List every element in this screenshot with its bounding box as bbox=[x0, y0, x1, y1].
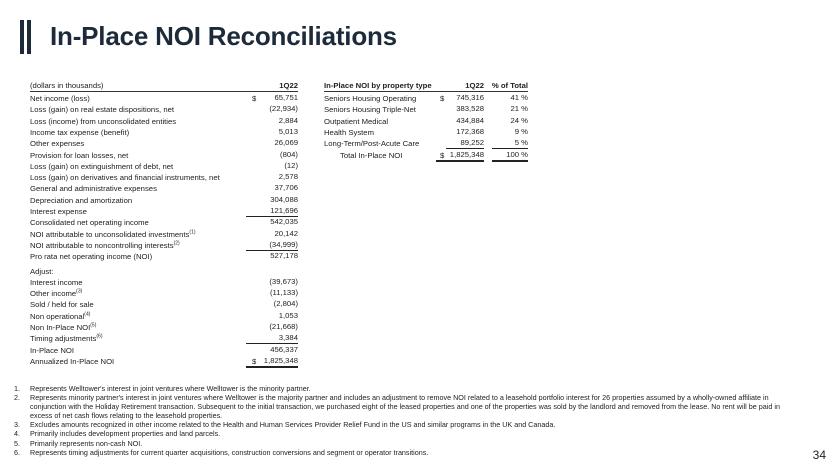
row-value: 1,825,348 bbox=[246, 356, 298, 368]
row-value: 65,751 bbox=[274, 93, 298, 102]
table-header-row bbox=[324, 80, 528, 91]
row-value: 434,884 bbox=[456, 115, 484, 125]
row-label-text: Pro rata net operating income (NOI) bbox=[30, 252, 153, 262]
footnote-item bbox=[14, 439, 784, 448]
header-label: (dollars in thousands) bbox=[30, 81, 104, 90]
footnote-item bbox=[14, 384, 784, 393]
row-label-text: Timing adjustments bbox=[30, 334, 97, 344]
row-label bbox=[30, 345, 74, 356]
currency-symbol: $ bbox=[252, 94, 257, 103]
footnote-number: 6. bbox=[14, 447, 20, 457]
row-label bbox=[30, 322, 96, 333]
row-label-text: Loss (gain) on extinguishment of debt, net bbox=[30, 161, 174, 171]
table-row bbox=[30, 345, 298, 356]
footnote-ref: (2) bbox=[173, 240, 180, 247]
row-label bbox=[30, 356, 114, 367]
table-row bbox=[30, 229, 298, 240]
row-value: (2,804) bbox=[273, 299, 298, 309]
row-value: 89,252 bbox=[446, 138, 484, 149]
table-row bbox=[30, 93, 298, 104]
row-value: 121,696 bbox=[246, 206, 298, 217]
table-row bbox=[30, 251, 298, 262]
footnote-item bbox=[14, 429, 784, 438]
row-label bbox=[30, 288, 82, 299]
row-label-text: NOI attributable to unconsolidated investments bbox=[30, 229, 190, 239]
row-value: 3,384 bbox=[246, 333, 298, 344]
footnote-text: Primarily represents non-cash NOI. bbox=[30, 438, 143, 448]
row-label: Total In-Place NOI bbox=[340, 150, 403, 160]
row-value: 383,528 bbox=[456, 104, 484, 114]
row-label bbox=[30, 251, 152, 262]
table-row bbox=[30, 217, 298, 228]
row-label bbox=[30, 240, 180, 251]
row-label bbox=[30, 299, 94, 310]
row-percent: 100 % bbox=[492, 150, 528, 162]
table-row bbox=[30, 299, 298, 310]
row-label bbox=[30, 104, 174, 115]
footnote-text: Represents Welltower's interest in joint ventures where Welltower is the minority partner. bbox=[30, 384, 311, 393]
table-row bbox=[30, 195, 298, 206]
row-label-text: Interest expense bbox=[30, 207, 87, 216]
row-value: (21,668) bbox=[269, 322, 298, 331]
table-row bbox=[30, 322, 298, 333]
row-label-text: Loss (income) from unconsolidated entities bbox=[30, 116, 177, 126]
table-row bbox=[30, 356, 298, 367]
row-percent: 21 % bbox=[510, 104, 528, 114]
row-label bbox=[30, 195, 132, 206]
row-label-text: Non In-Place NOI bbox=[30, 323, 91, 332]
currency-symbol: $ bbox=[440, 150, 445, 160]
table-row bbox=[324, 127, 528, 138]
footnote-ref: (5) bbox=[90, 322, 97, 329]
table-row bbox=[30, 266, 298, 277]
row-value: 527,178 bbox=[270, 251, 298, 261]
row-value: (22,934) bbox=[269, 104, 298, 114]
row-label bbox=[30, 138, 84, 149]
row-label-text: In-Place NOI bbox=[30, 345, 75, 355]
table-row bbox=[30, 127, 298, 138]
row-value: 456,337 bbox=[270, 344, 298, 354]
table-row bbox=[30, 288, 298, 299]
row-label bbox=[30, 172, 220, 183]
row-percent: 41 % bbox=[510, 93, 528, 102]
table-row bbox=[30, 150, 298, 161]
logo-bar-left bbox=[20, 20, 24, 54]
table-row bbox=[30, 104, 298, 115]
header-rule bbox=[324, 91, 528, 92]
header-rule bbox=[30, 91, 298, 92]
table-row bbox=[324, 116, 528, 127]
row-label bbox=[30, 229, 196, 240]
header-period: 1Q22 bbox=[279, 81, 298, 90]
row-percent: 9 % bbox=[514, 126, 528, 136]
row-value: 1,053 bbox=[278, 310, 298, 320]
noi-reconciliation-table bbox=[30, 80, 298, 375]
table-row bbox=[30, 116, 298, 127]
footnote-item bbox=[14, 448, 784, 457]
footnote-number: 1. bbox=[14, 384, 20, 393]
row-label bbox=[30, 206, 87, 217]
footnote-ref: (3) bbox=[76, 288, 83, 295]
table-row bbox=[30, 333, 298, 344]
row-value: 20,142 bbox=[274, 228, 298, 238]
row-label-text: Net income (loss) bbox=[30, 94, 90, 103]
table-row bbox=[30, 172, 298, 183]
row-percent: 5 % bbox=[492, 138, 528, 149]
row-label-text: Adjust: bbox=[30, 266, 54, 276]
page-number: 34 bbox=[812, 448, 826, 462]
row-label bbox=[30, 217, 149, 228]
row-value: (11,133) bbox=[269, 288, 298, 298]
row-value: 2,578 bbox=[278, 172, 298, 182]
row-label-text: Other income bbox=[30, 289, 77, 299]
row-label-text: Provision for loan losses, net bbox=[30, 150, 129, 160]
row-label-text: Depreciation and amortization bbox=[30, 195, 133, 205]
row-label-text: Other expenses bbox=[30, 139, 85, 149]
header-period: 1Q22 bbox=[465, 81, 484, 90]
footnote-ref: (1) bbox=[189, 229, 196, 236]
row-value: 2,884 bbox=[278, 115, 298, 125]
table-row bbox=[324, 104, 528, 115]
table-row bbox=[30, 138, 298, 149]
header-label: In-Place NOI by property type bbox=[324, 81, 432, 90]
row-value: (34,999) bbox=[246, 240, 298, 251]
row-value: 37,706 bbox=[274, 183, 298, 193]
table-header-row bbox=[30, 80, 298, 91]
in-place-noi-by-property-type-table bbox=[324, 80, 528, 170]
row-value: 1,825,348 bbox=[436, 150, 484, 162]
row-value: 542,035 bbox=[270, 217, 298, 227]
footnote-number: 2. bbox=[14, 393, 20, 403]
header-pct: % of Total bbox=[491, 81, 528, 90]
row-label bbox=[30, 93, 90, 104]
row-label-text: Interest income bbox=[30, 277, 83, 287]
table-row bbox=[30, 183, 298, 194]
footnotes bbox=[14, 384, 784, 457]
footnote-ref: (4) bbox=[84, 311, 91, 318]
footnote-number: 5. bbox=[14, 438, 20, 448]
row-label-text: Annualized In-Place NOI bbox=[30, 356, 115, 366]
table-row bbox=[324, 150, 528, 161]
footnote-text: Represents timing adjustments for current quarter acquisitions, construction conversions and segment or operator transitions. bbox=[30, 447, 429, 457]
row-value: 172,368 bbox=[456, 126, 484, 136]
row-percent: 24 % bbox=[510, 115, 528, 125]
footnote-number: 3. bbox=[14, 420, 20, 430]
table-row bbox=[30, 161, 298, 172]
row-value: 304,088 bbox=[270, 194, 298, 204]
footnote-ref: (6) bbox=[96, 333, 103, 340]
logo-bar-right bbox=[27, 20, 31, 54]
table-row bbox=[324, 138, 528, 149]
table-row bbox=[30, 206, 298, 217]
row-label bbox=[30, 277, 83, 288]
row-label: Seniors Housing Triple-Net bbox=[324, 105, 416, 115]
row-label-text: Loss (gain) on derivatives and financial instruments, net bbox=[30, 173, 220, 183]
row-value: (12) bbox=[284, 160, 298, 170]
row-value: 745,316 bbox=[456, 93, 484, 102]
table-row bbox=[30, 277, 298, 288]
footnote-item bbox=[14, 393, 784, 420]
row-label bbox=[30, 116, 176, 127]
page-title: In-Place NOI Reconciliations bbox=[50, 21, 397, 51]
footnote-text: Excludes amounts recognized in other income related to the Health and Human Services Provider Relief Fund in the US and similar programs in the UK and Canada. bbox=[30, 420, 556, 430]
table-row bbox=[30, 311, 298, 322]
table-row bbox=[30, 240, 298, 251]
row-label-text: Loss (gain) on real estate dispositions, net bbox=[30, 105, 175, 115]
row-label-text: NOI attributable to noncontrolling interests bbox=[30, 240, 174, 250]
row-label bbox=[30, 127, 129, 138]
row-label: Seniors Housing Operating bbox=[324, 94, 417, 103]
footnote-text: Primarily includes development properties and land parcels. bbox=[30, 429, 221, 439]
row-label bbox=[30, 183, 157, 194]
table-row bbox=[324, 93, 528, 104]
row-value: 26,069 bbox=[274, 138, 298, 148]
row-label-text: Sold / held for sale bbox=[30, 300, 94, 310]
row-label: Outpatient Medical bbox=[324, 116, 389, 126]
footnote-text: Represents minority partner's interest in joint ventures where Welltower is the majority partner and includes an adjustment to remove NOI related to a leasehold portfolio interest for 26 properties assumed by a wholly-owned affiliate in conjunction with the Holiday Retirement transaction. Subsequent to the initial transaction, we purchased eight of the leased properties and one of the properties was sold by the landlord and removed from the lease. No rent will be paid in excess of net cash flows relating to the leasehold properties. bbox=[30, 393, 780, 421]
row-value: 5,013 bbox=[278, 126, 298, 136]
row-label-text: General and administrative expenses bbox=[30, 184, 157, 194]
row-value: (804) bbox=[280, 149, 298, 159]
row-label bbox=[30, 266, 54, 277]
row-label bbox=[30, 161, 173, 172]
row-label-text: Consolidated net operating income bbox=[30, 218, 149, 228]
footnote-number: 4. bbox=[14, 429, 20, 439]
row-label bbox=[30, 150, 128, 161]
row-label-text: Non operational bbox=[30, 311, 85, 321]
row-value: (39,673) bbox=[269, 276, 298, 286]
footnote-item bbox=[14, 420, 784, 429]
currency-symbol: $ bbox=[252, 356, 257, 366]
row-label bbox=[30, 311, 90, 322]
row-label: Health System bbox=[324, 127, 374, 137]
row-label: Long-Term/Post-Acute Care bbox=[324, 139, 420, 149]
row-label-text: Income tax expense (benefit) bbox=[30, 127, 130, 137]
row-label bbox=[30, 333, 103, 344]
currency-symbol: $ bbox=[440, 94, 445, 103]
